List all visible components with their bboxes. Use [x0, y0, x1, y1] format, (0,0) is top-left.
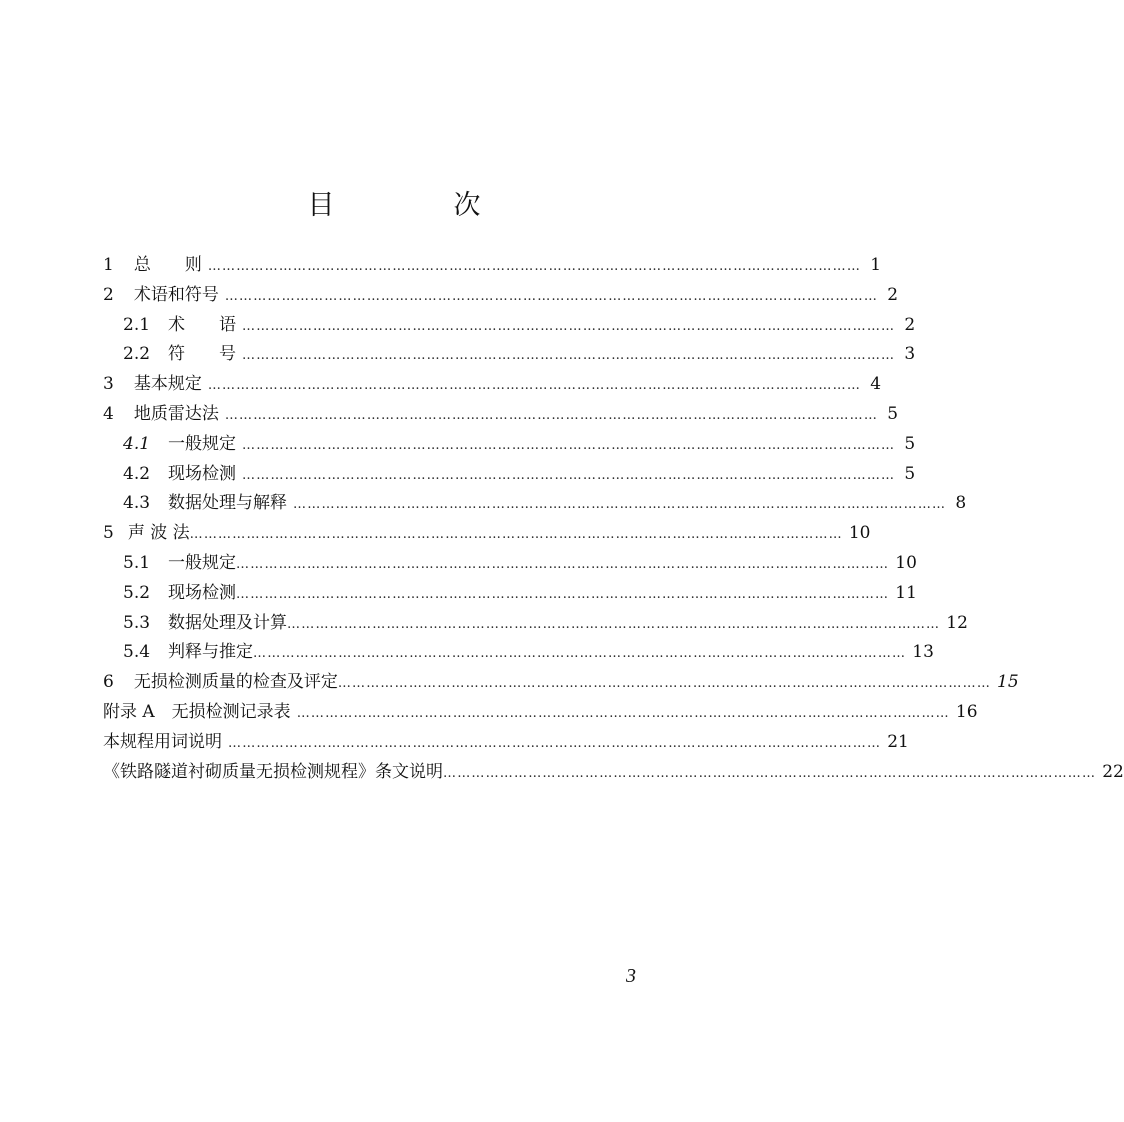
toc-leader-dots: ………………………………………………………………………………………………………………………… — [207, 378, 862, 394]
toc-entry-number: 5.1 — [123, 552, 151, 573]
toc-entry-page: 5 — [904, 433, 916, 454]
toc-entry-label: 一般规定 — [168, 433, 237, 454]
toc-leader-dots: ………………………………………………………………………………………………………………………… — [443, 765, 1097, 781]
toc-entry[interactable] — [103, 460, 916, 490]
toc-entry-label: 数据处理与解释 — [168, 493, 288, 514]
toc-entry-number: 2.2 — [123, 344, 151, 365]
toc-entry-page: 1 — [870, 255, 882, 275]
toc-entry-label: 总 则 — [133, 255, 202, 275]
toc-entry-page: 5 — [904, 463, 916, 484]
toc-entry-label: 术 语 — [168, 314, 237, 335]
toc-entry-label: 数据处理及计算 — [168, 612, 288, 633]
toc-entry[interactable] — [103, 668, 1019, 698]
toc-entry-label: 基本规定 — [133, 374, 202, 395]
toc-entry[interactable] — [103, 251, 882, 281]
toc-entry[interactable] — [103, 609, 968, 639]
toc-entry-number: 6 — [103, 672, 114, 693]
toc-entry-label: 现场检测 — [168, 463, 237, 484]
toc-entry[interactable] — [103, 400, 899, 430]
toc-entry-number: 2 — [103, 284, 114, 305]
toc-leader-dots: ………………………………………………………………………………………………………………………… — [228, 735, 882, 751]
toc-entry[interactable] — [103, 519, 871, 549]
toc-leader-dots: ………………………………………………………………………………………………………………………… — [287, 616, 941, 632]
toc-entry-page: 16 — [955, 701, 978, 722]
toc-entry-label: 无损检测质量的检查及评定 — [133, 672, 338, 693]
toc-entry[interactable] — [103, 370, 882, 400]
toc-entry-page: 22 — [1102, 761, 1124, 782]
toc-entry[interactable] — [103, 638, 934, 668]
toc-entry-page: 3 — [904, 344, 916, 365]
toc-leader-dots: ………………………………………………………………………………………………………………………… — [296, 705, 950, 721]
toc-leader-dots: ………………………………………………………………………………………………………………………… — [189, 527, 843, 543]
toc-entry[interactable] — [103, 728, 909, 758]
toc-leader-dots: ………………………………………………………………………………………………………………………… — [236, 586, 890, 602]
toc-entry-page: 2 — [887, 284, 899, 305]
toc-entry-page: 11 — [895, 582, 917, 603]
toc-entry-page: 4 — [870, 374, 882, 395]
toc-leader-dots: ………………………………………………………………………………………………………………………… — [224, 288, 879, 304]
toc-entry-number: 4.1 — [123, 433, 151, 454]
toc-entry-label: 声 波 法 — [127, 523, 190, 544]
toc-leader-dots: ………………………………………………………………………………………………………………………… — [224, 407, 879, 423]
toc-leader-dots: ………………………………………………………………………………………………………………………… — [293, 497, 947, 513]
toc-entry-number: 4.2 — [123, 463, 151, 484]
toc-entry-page: 10 — [895, 552, 917, 573]
toc-entry-number: 2.1 — [123, 314, 151, 335]
toc-entry-label: 地质雷达法 — [133, 403, 219, 424]
toc-entry[interactable] — [103, 758, 1124, 788]
toc-entry-label: 术语和符号 — [133, 284, 219, 305]
table-of-contents — [103, 251, 1124, 787]
toc-entry[interactable] — [103, 281, 899, 311]
toc-entry-label: 判释与推定 — [168, 642, 254, 663]
toc-entry[interactable] — [103, 549, 917, 579]
toc-entry[interactable] — [103, 311, 916, 341]
toc-entry-page: 12 — [946, 612, 968, 633]
toc-entry-number: 4 — [103, 403, 114, 424]
toc-entry[interactable] — [103, 698, 978, 728]
toc-entry-page: 10 — [848, 523, 871, 544]
toc-entry-page: 2 — [904, 314, 916, 335]
toc-entry-number: 4.3 — [123, 493, 151, 514]
toc-entry-number: 5.2 — [123, 582, 151, 603]
toc-entry-number: 5 — [103, 523, 114, 544]
toc-entry-number: 5.4 — [123, 642, 151, 663]
toc-title: 目 次 — [307, 190, 527, 221]
toc-entry-page: 13 — [912, 642, 934, 663]
toc-entry-number: 3 — [103, 374, 114, 395]
toc-leader-dots: ………………………………………………………………………………………………………………………… — [242, 348, 896, 364]
toc-entry-label: 一般规定 — [168, 552, 237, 573]
toc-leader-dots: ………………………………………………………………………………………………………………………… — [253, 646, 907, 662]
toc-entry[interactable] — [103, 489, 967, 519]
toc-leader-dots: ………………………………………………………………………………………………………………………… — [242, 318, 896, 334]
toc-entry-page: 15 — [997, 672, 1019, 693]
toc-entry[interactable] — [103, 340, 916, 370]
toc-entry-label: 本规程用词说明 — [103, 731, 222, 752]
toc-entry-page: 21 — [887, 731, 909, 752]
toc-entry-label: 附录 A 无损检测记录表 — [103, 701, 291, 722]
toc-entry-number: 1 — [103, 255, 114, 275]
toc-entry-label: 现场检测 — [168, 582, 237, 603]
toc-entry[interactable] — [103, 430, 916, 460]
toc-entry-page: 5 — [887, 403, 899, 424]
toc-entry[interactable] — [103, 579, 917, 609]
toc-leader-dots: ………………………………………………………………………………………………………………………… — [207, 259, 862, 274]
toc-leader-dots: ………………………………………………………………………………………………………………………… — [242, 437, 896, 453]
toc-entry-number: 5.3 — [123, 612, 151, 633]
toc-leader-dots: ………………………………………………………………………………………………………………………… — [337, 676, 992, 692]
toc-leader-dots: ………………………………………………………………………………………………………………………… — [236, 556, 890, 572]
page-number: 3 — [626, 965, 636, 987]
toc-leader-dots: ………………………………………………………………………………………………………………………… — [242, 467, 896, 483]
toc-entry-page: 8 — [955, 493, 967, 514]
toc-entry-label: 符 号 — [168, 344, 237, 365]
toc-entry-label: 《铁路隧道衬砌质量无损检测规程》条文说明 — [103, 761, 443, 782]
